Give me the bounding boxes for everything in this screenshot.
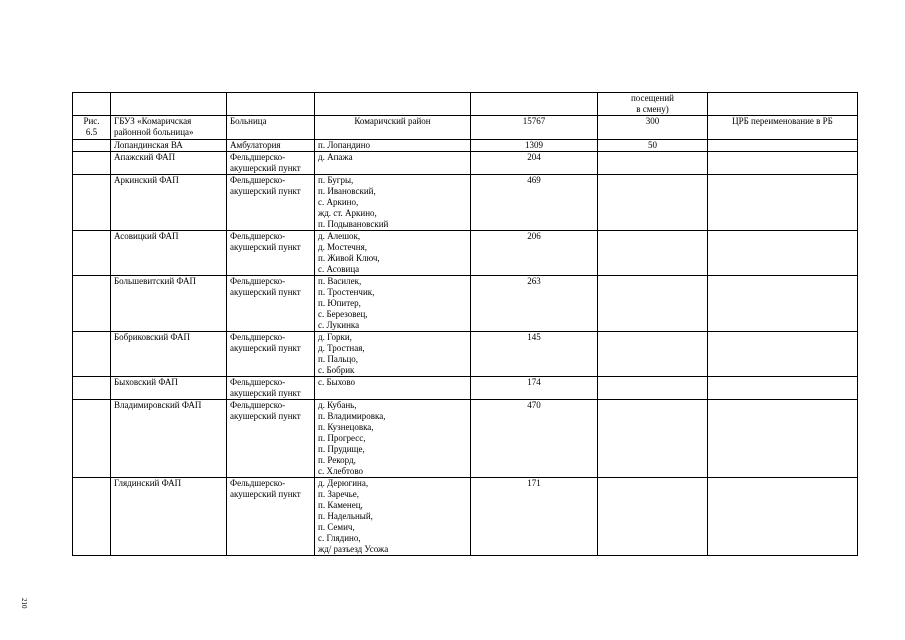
- settlement-item: жд/ разъезд Усожа: [318, 544, 389, 554]
- capacity-cell: [598, 231, 708, 276]
- header-cell: [73, 93, 111, 116]
- settlements-cell: [315, 152, 471, 175]
- figure-cell: [73, 276, 111, 332]
- settlement-item: жд. ст. Аркино,: [318, 208, 377, 218]
- main-row: [73, 116, 858, 140]
- figure-cell: [73, 478, 111, 556]
- facility-name-cell: Глядинский ФАП: [111, 478, 227, 556]
- capacity-cell: [598, 276, 708, 332]
- settlement-item: д. Тростная,: [318, 343, 365, 353]
- table-row: [73, 140, 858, 152]
- note-cell: [708, 231, 858, 276]
- location-cell: Комаричский район: [315, 116, 471, 140]
- population-cell: 263: [471, 276, 598, 332]
- settlement-item: п. Живой Ключ,: [318, 253, 380, 263]
- settlement-item: п. Василек,: [318, 276, 362, 286]
- type-cell: Больница: [227, 116, 315, 140]
- settlement-item: с. Быхово: [318, 377, 356, 387]
- population-cell: 204: [471, 152, 598, 175]
- facility-type-cell: Фельдшерско-акушерский пункт: [227, 175, 315, 231]
- capacity-cell: 300: [598, 116, 708, 140]
- table-row: [73, 175, 858, 231]
- table-row: [73, 478, 858, 556]
- facility-name-cell: Быховский ФАП: [111, 377, 227, 400]
- facility-type-cell: Фельдшерско-акушерский пункт: [227, 400, 315, 478]
- population-cell: 1309: [471, 140, 598, 152]
- header-visits-cell: [598, 93, 708, 116]
- note-cell: [708, 175, 858, 231]
- note-cell: [708, 478, 858, 556]
- note-cell: [708, 152, 858, 175]
- capacity-cell: [598, 400, 708, 478]
- note-cell: [708, 332, 858, 377]
- settlement-item: с. Бобрик: [318, 365, 355, 375]
- settlement-item: д. Алешок,: [318, 231, 361, 241]
- page-number: 210: [20, 598, 28, 609]
- note-cell: [708, 276, 858, 332]
- settlements-cell: [315, 478, 471, 556]
- settlement-item: с. Аркино,: [318, 197, 359, 207]
- settlement-item: с. Березовец,: [318, 309, 368, 319]
- settlement-item: д. Апажа: [318, 152, 353, 162]
- note-cell: [708, 400, 858, 478]
- facility-name-cell: Лопандинская ВА: [111, 140, 227, 152]
- settlement-item: с. Асовица: [318, 264, 360, 274]
- settlements-cell: [315, 231, 471, 276]
- facility-name-cell: Большевитский ФАП: [111, 276, 227, 332]
- settlements-cell: [315, 276, 471, 332]
- facility-type-cell: Фельдшерско-акушерский пункт: [227, 276, 315, 332]
- settlement-item: с. Глядино,: [318, 533, 361, 543]
- header-cell: [111, 93, 227, 116]
- org-cell: ГБУЗ «Комаричская районной больница»: [111, 116, 227, 140]
- population-cell: 171: [471, 478, 598, 556]
- facility-name-cell: Асовицкий ФАП: [111, 231, 227, 276]
- capacity-cell: [598, 377, 708, 400]
- settlement-item: д. Мостечня,: [318, 242, 368, 252]
- table-body: [73, 93, 858, 556]
- facility-name-cell: Апажский ФАП: [111, 152, 227, 175]
- settlements-cell: [315, 175, 471, 231]
- facility-type-cell: Фельдшерско-акушерский пункт: [227, 377, 315, 400]
- settlement-item: д. Кубань,: [318, 400, 357, 410]
- facility-type-cell: Амбулатория: [227, 140, 315, 152]
- note-cell: ЦРБ переименование в РБ: [708, 116, 858, 140]
- population-cell: 470: [471, 400, 598, 478]
- settlement-item: п. Подывановский: [318, 219, 389, 229]
- settlements-cell: [315, 400, 471, 478]
- facility-type-cell: Фельдшерско-акушерский пункт: [227, 478, 315, 556]
- table-row: [73, 276, 858, 332]
- population-cell: 469: [471, 175, 598, 231]
- figure-cell: [73, 175, 111, 231]
- figure-cell: [73, 377, 111, 400]
- figure-cell: [73, 152, 111, 175]
- settlement-item: п. Кузнецовка,: [318, 422, 374, 432]
- settlement-item: п. Надельный,: [318, 511, 373, 521]
- header-text: посещений: [630, 93, 674, 103]
- settlement-item: д. Дерюгина,: [318, 478, 369, 488]
- note-cell: [708, 377, 858, 400]
- settlement-item: п. Каменец,: [318, 500, 363, 510]
- table-row: [73, 400, 858, 478]
- capacity-cell: 50: [598, 140, 708, 152]
- header-row: [73, 93, 858, 116]
- settlements-cell: [315, 332, 471, 377]
- figure-cell: [73, 116, 111, 140]
- settlement-item: п. Владимировка,: [318, 411, 386, 421]
- settlement-item: п. Юпитер,: [318, 298, 361, 308]
- settlement-item: д. Горки,: [318, 332, 352, 342]
- settlement-item: п. Прогресс,: [318, 433, 366, 443]
- settlement-item: п. Семич,: [318, 522, 355, 532]
- population-cell: 145: [471, 332, 598, 377]
- note-cell: [708, 140, 858, 152]
- settlements-cell: [315, 377, 471, 400]
- facility-name-cell: Владимировский ФАП: [111, 400, 227, 478]
- table-row: [73, 152, 858, 175]
- table-row: [73, 377, 858, 400]
- population-cell: 174: [471, 377, 598, 400]
- facility-name-cell: Аркинский ФАП: [111, 175, 227, 231]
- settlement-item: п. Рекорд,: [318, 455, 356, 465]
- header-text: в смену): [636, 104, 669, 114]
- settlement-item: п. Ивановский,: [318, 186, 376, 196]
- settlement-item: п. Бугры,: [318, 175, 354, 185]
- facilities-table: [72, 92, 858, 556]
- facility-type-cell: Фельдшерско-акушерский пункт: [227, 332, 315, 377]
- table-row: [73, 332, 858, 377]
- settlement-item: п. Лопандино: [318, 140, 371, 150]
- figure-cell: [73, 332, 111, 377]
- capacity-cell: [598, 332, 708, 377]
- figure-number: 6.5: [85, 127, 98, 137]
- header-cell: [315, 93, 471, 116]
- header-cell: [471, 93, 598, 116]
- settlement-item: п. Прудище,: [318, 444, 365, 454]
- figure-cell: [73, 400, 111, 478]
- facility-name-cell: Бобриковский ФАП: [111, 332, 227, 377]
- header-cell: [708, 93, 858, 116]
- header-cell: [227, 93, 315, 116]
- population-cell: 206: [471, 231, 598, 276]
- capacity-cell: [598, 478, 708, 556]
- settlements-cell: [315, 140, 471, 152]
- figure-label: Рис.: [83, 116, 100, 126]
- capacity-cell: [598, 152, 708, 175]
- population-cell: 15767: [471, 116, 598, 140]
- figure-cell: [73, 140, 111, 152]
- table-row: [73, 231, 858, 276]
- settlement-item: п. Пальцо,: [318, 354, 359, 364]
- settlement-item: с. Хлебтово: [318, 466, 364, 476]
- facility-type-cell: Фельдшерско-акушерский пункт: [227, 152, 315, 175]
- figure-cell: [73, 231, 111, 276]
- facility-type-cell: Фельдшерско-акушерский пункт: [227, 231, 315, 276]
- settlement-item: п. Заречье,: [318, 489, 359, 499]
- settlement-item: с. Лукинка: [318, 320, 360, 330]
- settlement-item: п. Тростенчик,: [318, 287, 375, 297]
- capacity-cell: [598, 175, 708, 231]
